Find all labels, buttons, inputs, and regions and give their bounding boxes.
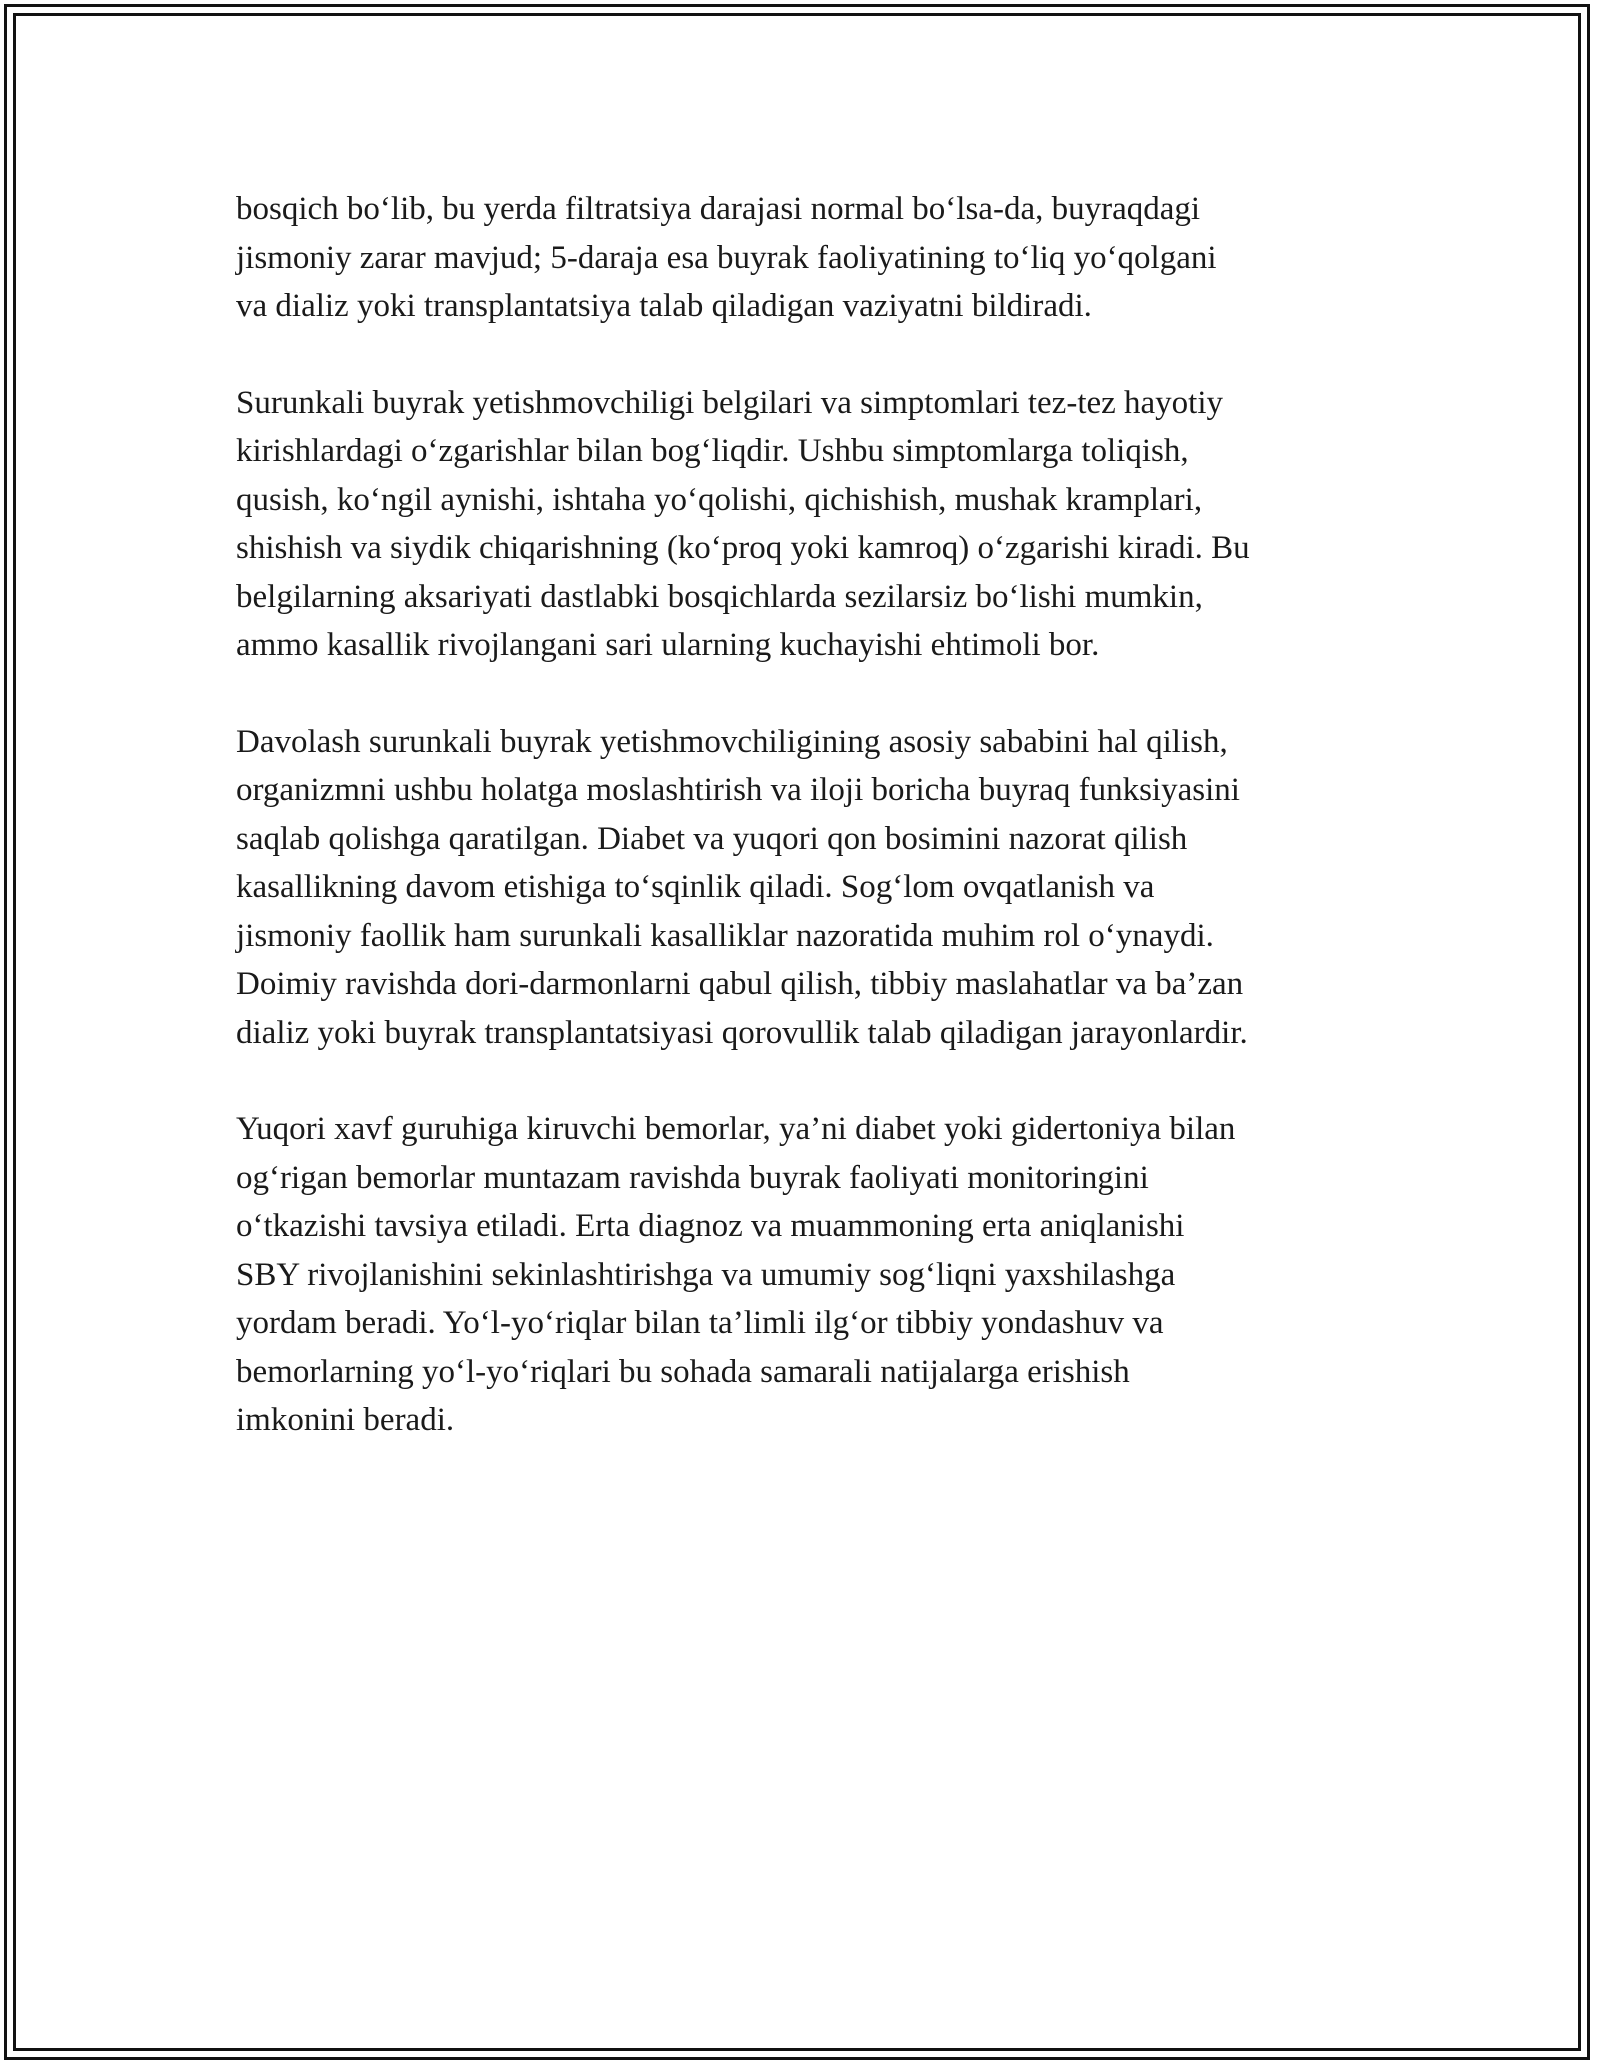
paragraph-4	[236, 1105, 1376, 1445]
text-line: SBY rivojlanishini sekinlashtirishga va umumiy sog‘liqni yaxshilashga	[236, 1256, 1176, 1293]
text-line: shishish va siydik chiqarishning (ko‘proq yoki kamroq) o‘zgarishi kiradi. Bu	[236, 530, 1250, 566]
text-line: og‘rigan bemorlar muntazam ravishda buyrak faoliyati monitoringini	[236, 1159, 1149, 1196]
text-line: organizmni ushbu holatga moslashtirish va iloji boricha buyraq funksiyasini	[236, 772, 1240, 808]
text-line: ammo kasallik rivojlangani sari ularning kuchayishi ehtimoli bor.	[236, 627, 1100, 663]
paragraph-2	[236, 379, 1376, 670]
paragraph-3	[236, 718, 1376, 1058]
text-line: va dializ yoki transplantatsiya talab qiladigan vaziyatni bildiradi.	[236, 288, 1092, 324]
text-line: Yuqori xavf guruhiga kiruvchi bemorlar, ya’ni diabet yoki gidertoniya bilan	[236, 1111, 1236, 1147]
text-line: yordam beradi. Yo‘l-yo‘riqlar bilan ta’limli ilg‘or tibbiy yondashuv va	[236, 1305, 1164, 1341]
text-line: saqlab qolishga qaratilgan. Diabet va yuqori qon bosimini nazorat qilish	[236, 820, 1188, 857]
text-line: o‘tkazishi tavsiya etiladi. Erta diagnoz va muammoning erta aniqlanishi	[236, 1208, 1185, 1244]
text-line: jismoniy zarar mavjud; 5-daraja esa buyrak faoliyatining to‘liq yo‘qolgani	[236, 239, 1217, 276]
text-line: jismoniy faollik ham surunkali kasalliklar nazoratida muhim rol o‘ynaydi.	[236, 917, 1214, 954]
text-line: Davolash surunkali buyrak yetishmovchiligining asosiy sababini hal qilish,	[236, 723, 1228, 760]
text-line: bosqich bo‘lib, bu yerda filtratsiya darajasi normal bo‘lsa-da, buyraqdagi	[236, 191, 1201, 227]
text-line: dializ yoki buyrak transplantatsiyasi qorovullik talab qiladigan jarayonlardir.	[236, 1014, 1248, 1051]
paragraph-1	[236, 185, 1376, 331]
text-line: bemorlarning yo‘l-yo‘riqlari bu sohada samarali natijalarga erishish	[236, 1353, 1130, 1390]
text-line: belgilarning aksariyati dastlabki bosqichlarda sezilarsiz bo‘lishi mumkin,	[236, 578, 1203, 615]
text-line: qusish, ko‘ngil aynishi, ishtaha yo‘qolishi, qichishish, mushak kramplari,	[236, 481, 1203, 518]
text-line: Doimiy ravishda dori-darmonlarni qabul qilish, tibbiy maslahatlar va ba’zan	[236, 966, 1244, 1002]
text-line: kasallikning davom etishiga to‘sqinlik qiladi. Sog‘lom ovqatlanish va	[236, 869, 1155, 905]
text-line: imkonini beradi.	[236, 1402, 455, 1438]
text-line: Surunkali buyrak yetishmovchiligi belgilari va simptomlari tez-tez hayotiy	[236, 384, 1224, 421]
text-line: kirishlardagi o‘zgarishlar bilan bog‘liqdir. Ushbu simptomlarga toliqish,	[236, 433, 1189, 469]
document-body	[236, 185, 1376, 1493]
